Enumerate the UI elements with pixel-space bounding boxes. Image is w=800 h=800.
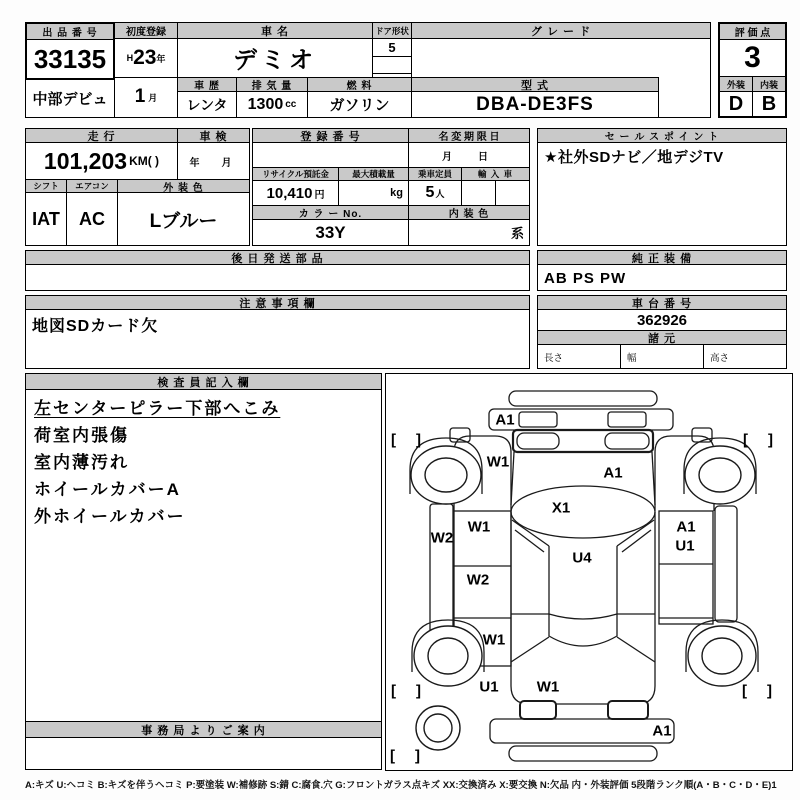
score-label: 評 価 点 bbox=[720, 24, 785, 40]
score-subheaders bbox=[720, 77, 785, 92]
mileage-value bbox=[26, 143, 177, 179]
interior-color-box bbox=[408, 205, 530, 246]
right-rocker-panel bbox=[715, 506, 737, 622]
model-code-value: DBA-DE3FS bbox=[476, 93, 594, 115]
shift-label: シフト bbox=[26, 180, 66, 193]
oem-equipment-value: AB PS PW bbox=[544, 269, 627, 287]
recycle-deposit-label: リサイクル預託金 bbox=[253, 168, 338, 181]
photo-corner-bracket: [ ] bbox=[391, 682, 421, 700]
photo-corner-bracket: [ ] bbox=[742, 682, 772, 700]
recycle-deposit-value bbox=[253, 181, 338, 205]
notes-value: 地図SDカード欠 bbox=[32, 318, 159, 334]
damage-mark: A1 bbox=[676, 518, 696, 536]
right-taillight bbox=[608, 701, 648, 719]
first-registration-box bbox=[114, 22, 178, 118]
exterior-grade-label: 外装 bbox=[720, 77, 753, 92]
inspector-note-line: 室内薄汚れ bbox=[34, 453, 129, 472]
score-subvalues bbox=[720, 92, 785, 116]
fuel-value: ガソリン bbox=[329, 97, 390, 114]
first-registration-month bbox=[115, 78, 177, 116]
car-name-box bbox=[177, 22, 373, 78]
first-registration-year bbox=[115, 39, 177, 78]
history-value: レンタ bbox=[186, 96, 228, 113]
damage-mark: X1 bbox=[551, 499, 571, 517]
reg-month: 1 bbox=[134, 86, 146, 107]
body-outline bbox=[511, 512, 655, 704]
left-headlight bbox=[517, 433, 559, 449]
chassis-number-value: 362926 bbox=[538, 310, 786, 331]
damage-mark: U1 bbox=[675, 537, 695, 555]
name-change-label: 名 変 期 限 日 bbox=[409, 129, 529, 143]
venue-box bbox=[25, 79, 115, 118]
damage-mark: W1 bbox=[486, 453, 510, 471]
damage-mark: W2 bbox=[430, 529, 454, 547]
right-headlight bbox=[605, 433, 649, 449]
score-value: 3 bbox=[720, 40, 785, 77]
mileage-number: 101,203 bbox=[43, 147, 128, 174]
legend-text: A:キズ U:ヘコミ B:キズを伴うヘコミ P:要塗装 W:補修跡 S:錆 C:腐食.穴 G:フロントガラス点キズ XX:交換済み X:要交換 N:欠品 内・外装評価 5段階ランク順(A・B・C・D・E)1 bbox=[25, 780, 777, 791]
spec-length-label: 長さ bbox=[538, 345, 621, 368]
shift-box bbox=[25, 179, 67, 246]
door-shape-box bbox=[372, 22, 412, 74]
oem-equipment-box bbox=[537, 250, 787, 291]
month-suffix: 月 bbox=[148, 92, 158, 103]
oem-equipment-label: 純 正 装 備 bbox=[538, 251, 786, 265]
max-load-value: kg bbox=[390, 187, 403, 199]
rear-bumper-face bbox=[490, 719, 674, 743]
specs-label: 諸 元 bbox=[538, 331, 786, 345]
exterior-color-value: Lブルー bbox=[149, 210, 218, 232]
displacement-number: 1300 bbox=[247, 95, 284, 113]
venue-value: 中部デビュ bbox=[32, 91, 108, 108]
windshield bbox=[511, 486, 655, 538]
sales-point-label: セ ー ル ス ポ イ ン ト bbox=[538, 129, 786, 143]
shift-value: IAT bbox=[32, 208, 60, 229]
aircon-box bbox=[66, 179, 118, 246]
interior-color-label: 内 装 色 bbox=[409, 206, 529, 220]
damage-mark: W1 bbox=[482, 631, 506, 649]
auction-number-value: 33135 bbox=[33, 43, 107, 74]
front-bumper-top bbox=[509, 391, 657, 406]
registration-number-label: 登 録 番 号 bbox=[253, 129, 408, 143]
notes-label: 注 意 事 項 欄 bbox=[26, 296, 529, 310]
capacity-unit: 人 bbox=[435, 188, 445, 199]
exterior-color-label: 外 装 色 bbox=[118, 180, 249, 193]
sales-point-value: ★社外SDナビ／地デジTV bbox=[544, 148, 724, 166]
damage-mark: U4 bbox=[572, 549, 592, 567]
damage-mark: W1 bbox=[467, 518, 491, 536]
mileage-unit: KM( ) bbox=[129, 154, 160, 168]
ship-later-box bbox=[25, 250, 530, 291]
chassis-specs-box bbox=[537, 295, 787, 369]
inspector-note-line: 左センターピラー下部へこみ bbox=[34, 399, 281, 418]
capacity-box bbox=[408, 167, 462, 206]
history-box bbox=[177, 77, 237, 118]
name-change-value: 月 日 bbox=[442, 151, 496, 163]
recycle-number: 10,410 bbox=[266, 184, 313, 202]
inspector-notes bbox=[26, 390, 381, 530]
import-car-cell-1 bbox=[462, 181, 496, 205]
sales-point-box bbox=[537, 128, 787, 246]
auction-number-box bbox=[25, 22, 115, 80]
mileage-box bbox=[25, 128, 178, 180]
capacity-label: 乗車定員 bbox=[409, 168, 461, 181]
ship-later-label: 後 日 発 送 部 品 bbox=[26, 251, 529, 265]
capacity-value bbox=[409, 181, 461, 205]
inspector-label: 検 査 員 記 入 欄 bbox=[26, 374, 381, 390]
damage-mark: A1 bbox=[652, 722, 672, 740]
capacity-number: 5 bbox=[425, 184, 435, 201]
inspector-box bbox=[25, 373, 382, 770]
inspection-value: 年 月 bbox=[189, 157, 238, 169]
roof-rear-edge bbox=[549, 614, 617, 619]
door-shape-value: 5 bbox=[373, 39, 411, 57]
inspection-label: 車 検 bbox=[178, 129, 249, 143]
name-change-box bbox=[408, 128, 530, 168]
damage-mark: U1 bbox=[479, 678, 499, 696]
spec-height-label: 高さ bbox=[710, 352, 730, 364]
damage-mark: W1 bbox=[536, 678, 560, 696]
door-shape-label: ドア形状 bbox=[373, 23, 411, 39]
damage-diagram-box bbox=[385, 373, 793, 771]
damage-mark: A1 bbox=[603, 464, 623, 482]
exterior-color-box bbox=[117, 179, 250, 246]
color-number-value: 33Y bbox=[315, 222, 346, 242]
inspector-note-line: ホイールカバーA bbox=[34, 480, 181, 499]
car-diagram-svg bbox=[386, 374, 792, 770]
photo-corner-bracket: [ ] bbox=[391, 431, 421, 449]
spec-width-label: 幅 bbox=[621, 345, 704, 368]
reg-year: 23 bbox=[133, 46, 157, 69]
auction-number-label: 出 品 番 号 bbox=[27, 24, 113, 40]
interior-grade-label: 内装 bbox=[753, 77, 785, 92]
car-name-value: デミオ bbox=[233, 47, 317, 74]
import-car-box bbox=[461, 167, 530, 206]
photo-corner-bracket: [ ] bbox=[743, 431, 773, 449]
import-car-cells bbox=[462, 181, 529, 205]
color-number-label: カ ラ ー No. bbox=[253, 206, 408, 220]
chassis-number-label: 車 台 番 号 bbox=[538, 296, 786, 310]
notes-box bbox=[25, 295, 530, 369]
inspector-note-line: 外ホイールカバー bbox=[34, 507, 186, 526]
door-shape-empty bbox=[373, 57, 411, 73]
color-number-box bbox=[252, 205, 409, 246]
score-box bbox=[718, 22, 787, 118]
recycle-deposit-box bbox=[252, 167, 339, 206]
aircon-label: エアコン bbox=[67, 180, 117, 193]
interior-grade-value: B bbox=[761, 92, 777, 115]
office-notice-label: 事 務 局 よ り ご 案 内 bbox=[26, 721, 381, 738]
displacement-unit: cc bbox=[285, 99, 297, 110]
photo-corner-bracket: [ ] bbox=[390, 747, 420, 765]
import-car-cell-2 bbox=[496, 181, 529, 205]
damage-mark: W2 bbox=[466, 571, 490, 589]
displacement-box bbox=[236, 77, 308, 118]
inspector-note-line: 荷室内張傷 bbox=[34, 426, 129, 445]
car-outline bbox=[410, 391, 758, 761]
displacement-label: 排 気 量 bbox=[237, 78, 307, 92]
registration-number-box bbox=[252, 128, 409, 168]
history-label: 車 歴 bbox=[178, 78, 236, 92]
grade-label: グ レ ー ド bbox=[412, 23, 710, 39]
displacement-value bbox=[237, 92, 307, 117]
era-letter: H bbox=[126, 53, 134, 63]
fuel-box bbox=[307, 77, 412, 118]
fuel-label: 燃 料 bbox=[308, 78, 411, 92]
left-taillight bbox=[520, 701, 556, 719]
model-code-label: 型 式 bbox=[412, 78, 658, 92]
model-code-box bbox=[411, 77, 659, 118]
interior-color-value: 系 bbox=[510, 226, 524, 241]
rear-bumper-bottom bbox=[509, 746, 657, 761]
mileage-label: 走 行 bbox=[26, 129, 177, 143]
exterior-grade-value: D bbox=[720, 92, 753, 116]
specs-row bbox=[538, 345, 786, 368]
import-car-label: 輸 入 車 bbox=[462, 168, 529, 181]
year-suffix: 年 bbox=[156, 53, 166, 64]
car-name-label: 車 名 bbox=[178, 23, 372, 39]
max-load-box bbox=[338, 167, 409, 206]
first-registration-label: 初度登録 bbox=[115, 23, 177, 39]
aircon-value: AC bbox=[79, 208, 105, 229]
inspection-box bbox=[177, 128, 250, 180]
max-load-label: 最大積載量 bbox=[339, 168, 408, 181]
damage-mark: A1 bbox=[495, 411, 515, 429]
recycle-unit: 円 bbox=[314, 189, 325, 201]
